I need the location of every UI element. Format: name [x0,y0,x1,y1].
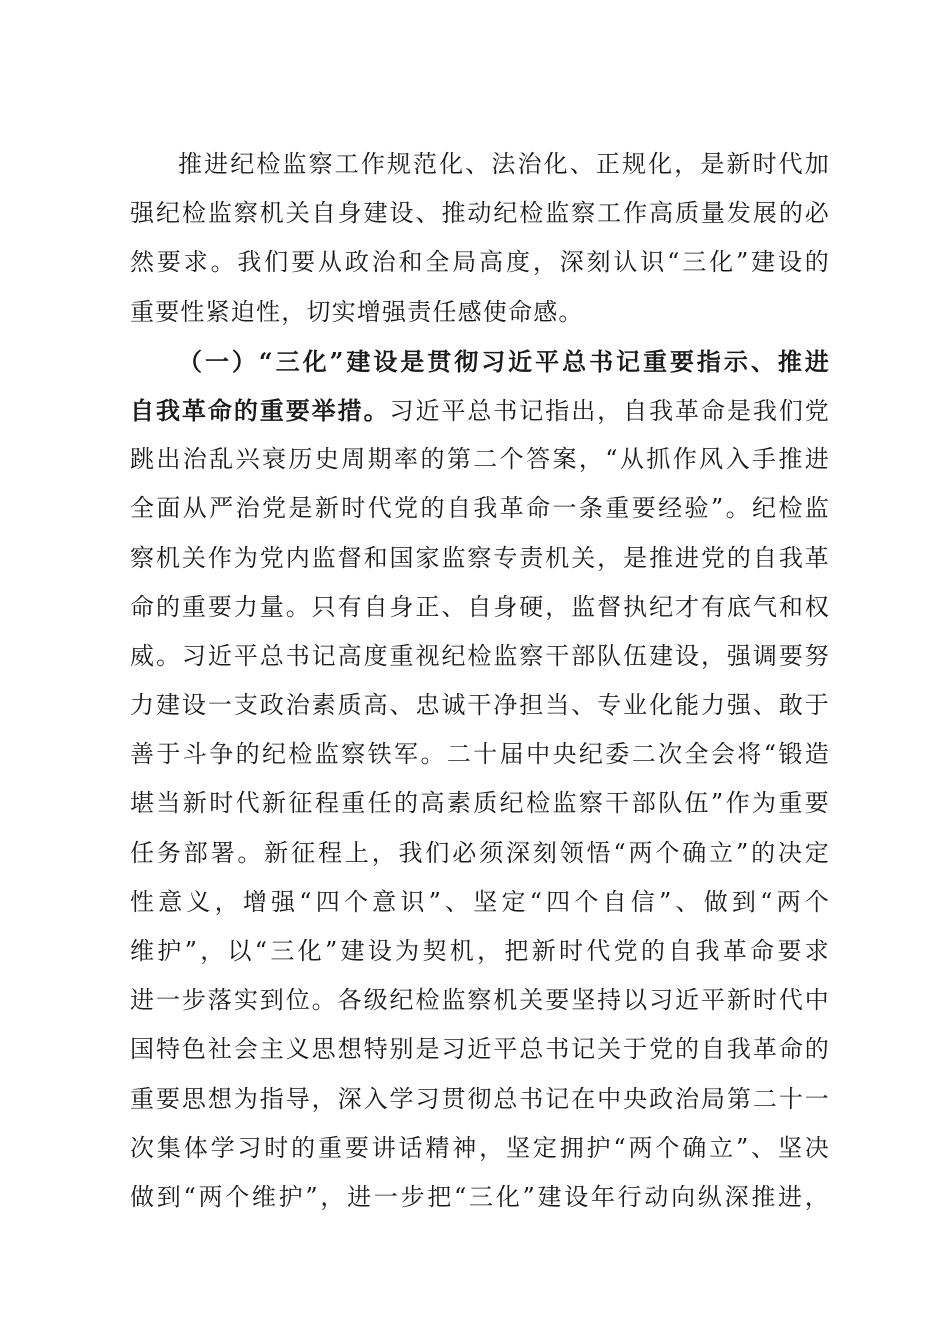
text-line: 力建设一支政治素质高、忠诚干净担当、专业化能力强、敢于 [130,691,830,720]
paragraph-1 [130,140,830,337]
text-line: 威。习近平总书记高度重视纪检监察干部队伍建设，强调要努 [130,641,830,670]
text-line: 重要思想为指导，深入学习贯彻总书记在中央政治局第二十一 [130,1084,830,1113]
text-line: 任务部署。新征程上，我们必须深刻领悟“两个确立”的决定 [130,838,830,867]
text-line: 重要性紧迫性，切实增强责任感使命感。 [130,297,584,326]
text-line: 性意义，增强“四个意识”、坚定“四个自信”、做到“两个 [130,887,830,916]
text-line: 次集体学习时的重要讲话精神，坚定拥护“两个确立”、坚决 [130,1133,830,1162]
text-line: 善于斗争的纪检监察铁军。二十届中央纪委二次全会将“锻造 [130,740,830,769]
text-line: 维护”，以“三化”建设为契机，把新时代党的自我革命要求 [130,937,830,965]
paragraph-2 [130,337,830,1222]
text-line: 命的重要力量。只有自身正、自身硬，监督执纪才有底气和权 [130,592,830,621]
text-line: 察机关作为党内监督和国家监察专责机关，是推进党的自我革 [130,543,830,572]
text-line: 堪当新时代新征程重任的高素质纪检监察干部队伍”作为重要 [130,789,830,818]
text-line: 做到“两个维护”，进一步把“三化”建设年行动向纵深推进， [130,1182,830,1211]
section-heading-continued: 自我革命的重要举措。 [130,395,390,425]
body-text [130,140,830,1222]
text-line: 强纪检监察机关自身建设、推动纪检监察工作高质量发展的必 [130,199,830,228]
text-line: 国特色社会主义思想特别是习近平总书记关于党的自我革命的 [130,1035,830,1064]
text-line [130,386,830,435]
text-run: 习近平总书记指出，自我革命是我们党 [389,396,831,425]
text-line: 全面从严治党是新时代党的自我革命一条重要经验”。纪检监 [130,494,830,523]
text-line: 进一步落实到位。各级纪检监察机关要坚持以习近平新时代中 [130,986,830,1015]
text-line: 跳出治乱兴衰历史周期率的第二个答案，“从抓作风入手推进 [130,445,830,474]
text-line: 推进纪检监察工作规范化、法治化、正规化，是新时代加 [178,150,830,178]
text-line: 然要求。我们要从政治和全局高度，深刻认识“三化”建设的 [130,248,830,277]
section-heading: （一）“三化”建设是贯彻习近平总书记重要指示、推进 [178,346,830,376]
